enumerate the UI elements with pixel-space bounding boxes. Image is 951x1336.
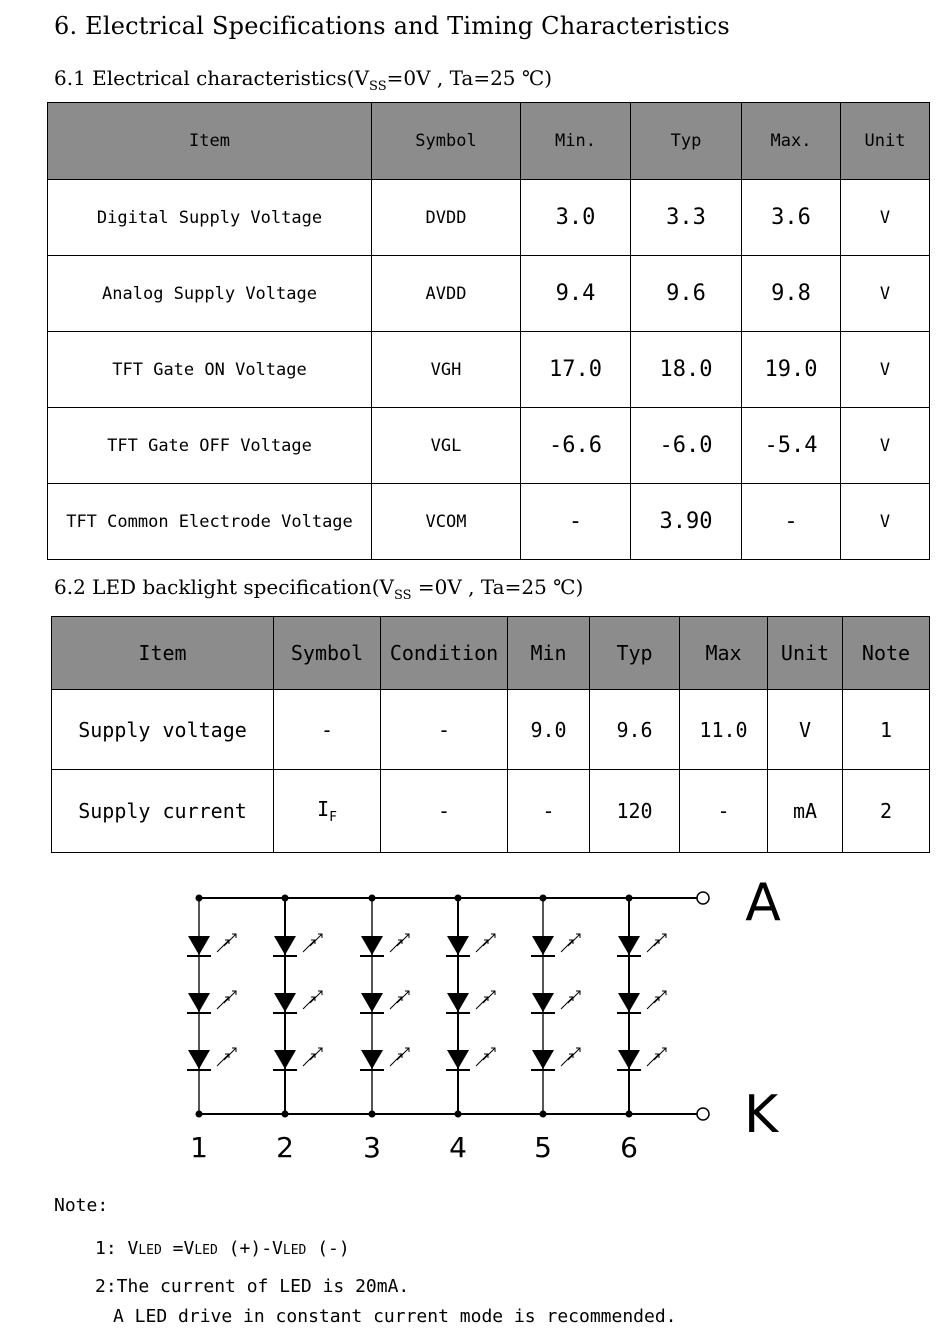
led-icon [617, 1048, 666, 1070]
junction-dot [369, 895, 376, 902]
led-icon [360, 934, 409, 956]
electrical-characteristics-table [47, 102, 930, 560]
light-ray-icon [303, 1054, 315, 1066]
symbol-cell: VCOM [372, 484, 521, 560]
column-header: Unit [768, 617, 843, 690]
light-ray-icon [217, 940, 229, 952]
column-header: Item [52, 617, 274, 690]
item-cell: TFT Gate OFF Voltage [48, 408, 372, 484]
column-header: Max. [742, 103, 841, 180]
column-header: Typ [631, 103, 742, 180]
notes-title: Note: [54, 1195, 109, 1216]
section2-title-line [54, 575, 583, 603]
light-ray-icon [390, 997, 402, 1009]
page-heading: 6. Electrical Specifications and Timing Characteristics [54, 12, 730, 40]
table-row [48, 256, 930, 332]
table-row [48, 332, 930, 408]
led-icon [273, 934, 322, 956]
item-cell: Analog Supply Voltage [48, 256, 372, 332]
symbol-cell: - [274, 690, 381, 770]
note-2-line-1: 2:The current of LED is 20mA. [95, 1276, 410, 1297]
table-row [48, 484, 930, 560]
junction-dot [540, 895, 547, 902]
junction-dot [455, 895, 462, 902]
column-header: Min. [521, 103, 631, 180]
led-icon [531, 991, 580, 1013]
max-cell: - [742, 484, 841, 560]
junction-dot [282, 895, 289, 902]
section2-condition-rest: =0V , Ta=25 ℃) [411, 575, 584, 599]
junction-dot [369, 1111, 376, 1118]
unit-cell: V [841, 332, 930, 408]
led-icon [360, 991, 409, 1013]
typ-cell: 3.90 [631, 484, 742, 560]
light-ray-icon [390, 940, 402, 952]
light-ray-icon [647, 997, 659, 1009]
table-row [48, 180, 930, 256]
led-icon [617, 991, 666, 1013]
junction-dot [196, 1111, 203, 1118]
unit-cell: V [841, 180, 930, 256]
symbol-cell: AVDD [372, 256, 521, 332]
led-icon [446, 1048, 495, 1070]
typ-cell: 3.3 [631, 180, 742, 256]
section2-title: 6.2 LED backlight specification [54, 575, 372, 599]
unit-cell: V [841, 408, 930, 484]
min-cell: - [508, 770, 590, 853]
min-cell: 9.0 [508, 690, 590, 770]
item-cell: Digital Supply Voltage [48, 180, 372, 256]
led-triangle [618, 993, 640, 1012]
note-cell: 2 [843, 770, 930, 853]
typ-cell: 18.0 [631, 332, 742, 408]
led-icon [273, 991, 322, 1013]
column-header: Item [48, 103, 372, 180]
led-triangle [447, 1050, 469, 1069]
section1-title: 6.1 Electrical characteristics [54, 66, 347, 90]
unit-cell: V [841, 484, 930, 560]
section1-condition-rest: =0V , Ta=25 ℃) [386, 66, 553, 90]
typ-cell: 9.6 [590, 690, 680, 770]
string-number-label: 3 [363, 1131, 381, 1164]
led-triangle [188, 993, 210, 1012]
min-cell: -6.6 [521, 408, 631, 484]
led-triangle [188, 936, 210, 955]
column-header: Min [508, 617, 590, 690]
max-cell: 3.6 [742, 180, 841, 256]
table-row [52, 770, 930, 853]
led-icon [273, 1048, 322, 1070]
column-header: Typ [590, 617, 680, 690]
junction-dot [455, 1111, 462, 1118]
junction-dot [196, 895, 203, 902]
min-cell: 9.4 [521, 256, 631, 332]
led-triangle [361, 936, 383, 955]
max-cell: -5.4 [742, 408, 841, 484]
column-header: Symbol [372, 103, 521, 180]
table-row [52, 690, 930, 770]
led-triangle [361, 1050, 383, 1069]
max-cell: 9.8 [742, 256, 841, 332]
symbol-text: I [317, 797, 330, 821]
junction-dot [540, 1111, 547, 1118]
light-ray-icon [217, 997, 229, 1009]
led-triangle [618, 1050, 640, 1069]
max-cell: 11.0 [680, 690, 768, 770]
led-icon [360, 1048, 409, 1070]
light-ray-icon [476, 1054, 488, 1066]
condition-cell: - [381, 770, 508, 853]
led-icon [446, 991, 495, 1013]
led-triangle [274, 1050, 296, 1069]
section1-title-line [54, 66, 552, 94]
unit-cell: V [768, 690, 843, 770]
led-triangle [361, 993, 383, 1012]
table-header-row [48, 103, 930, 180]
table-header-row [52, 617, 930, 690]
light-ray-icon [561, 997, 573, 1009]
typ-cell: 9.6 [631, 256, 742, 332]
light-ray-icon [390, 1054, 402, 1066]
led-icon [446, 934, 495, 956]
symbol-cell: DVDD [372, 180, 521, 256]
led-icon [531, 1048, 580, 1070]
led-icon [531, 934, 580, 956]
typ-cell: 120 [590, 770, 680, 853]
light-ray-icon [647, 1054, 659, 1066]
light-ray-icon [217, 1054, 229, 1066]
light-ray-icon [647, 940, 659, 952]
column-header: Condition [381, 617, 508, 690]
symbol-cell: VGH [372, 332, 521, 408]
led-triangle [188, 1050, 210, 1069]
note1-mid2: (+)-V [217, 1238, 283, 1259]
string-number-label: 1 [190, 1131, 208, 1164]
led-backlight-table [51, 616, 930, 853]
section2-condition-sub: SS [393, 588, 412, 603]
note1-mid1: =V [161, 1238, 195, 1259]
led-triangle [447, 936, 469, 955]
led-icon [617, 934, 666, 956]
string-labels [190, 1131, 638, 1164]
led-triangle [532, 993, 554, 1012]
string-number-label: 5 [534, 1131, 552, 1164]
max-cell: 19.0 [742, 332, 841, 408]
led-triangle [274, 993, 296, 1012]
led-triangle [532, 936, 554, 955]
led-triangle [447, 993, 469, 1012]
string-number-label: 6 [620, 1131, 638, 1164]
min-cell: 3.0 [521, 180, 631, 256]
column-header: Unit [841, 103, 930, 180]
min-cell: - [521, 484, 631, 560]
condition-cell: - [381, 690, 508, 770]
note1-sub3: LED [282, 1243, 307, 1258]
led-triangle [274, 936, 296, 955]
note-1 [95, 1238, 350, 1259]
item-cell: Supply current [52, 770, 274, 853]
junction-dot [626, 1111, 633, 1118]
cathode-terminal [697, 1108, 709, 1120]
led-triangle [532, 1050, 554, 1069]
junction-dot [626, 895, 633, 902]
led-icon [187, 991, 236, 1013]
note1-sub2: LED [194, 1243, 218, 1258]
max-cell: - [680, 770, 768, 853]
string-number-label: 4 [449, 1131, 467, 1164]
anode-label: A [745, 873, 781, 933]
light-ray-icon [476, 997, 488, 1009]
led-circuit-diagram [0, 860, 951, 1170]
min-cell: 17.0 [521, 332, 631, 408]
cathode-label: K [743, 1085, 779, 1145]
led-icon [187, 1048, 236, 1070]
note-2-line-2: A LED drive in constant current mode is recommended. [113, 1306, 677, 1327]
item-cell: TFT Common Electrode Voltage [48, 484, 372, 560]
light-ray-icon [561, 940, 573, 952]
unit-cell: V [841, 256, 930, 332]
column-header: Note [843, 617, 930, 690]
note1-end: (-) [306, 1238, 350, 1259]
section2-condition-v: (V [371, 575, 394, 599]
led-icon [187, 934, 236, 956]
light-ray-icon [561, 1054, 573, 1066]
diagram-leds [187, 934, 666, 1070]
unit-cell: mA [768, 770, 843, 853]
junction-dot [282, 1111, 289, 1118]
symbol-subscript: F [329, 810, 337, 825]
light-ray-icon [476, 940, 488, 952]
light-ray-icon [303, 997, 315, 1009]
column-header: Max [680, 617, 768, 690]
note-cell: 1 [843, 690, 930, 770]
section1-condition-sub: SS [369, 79, 387, 94]
note1-prefix: 1: V [95, 1238, 139, 1259]
symbol-cell: VGL [372, 408, 521, 484]
table-row [48, 408, 930, 484]
typ-cell: -6.0 [631, 408, 742, 484]
symbol-cell [274, 770, 381, 853]
led-triangle [618, 936, 640, 955]
item-cell: TFT Gate ON Voltage [48, 332, 372, 408]
column-header: Symbol [274, 617, 381, 690]
string-number-label: 2 [276, 1131, 294, 1164]
section1-condition-v: (V [346, 66, 370, 90]
anode-terminal [697, 892, 709, 904]
item-cell: Supply voltage [52, 690, 274, 770]
light-ray-icon [303, 940, 315, 952]
note1-sub1: LED [138, 1243, 162, 1258]
